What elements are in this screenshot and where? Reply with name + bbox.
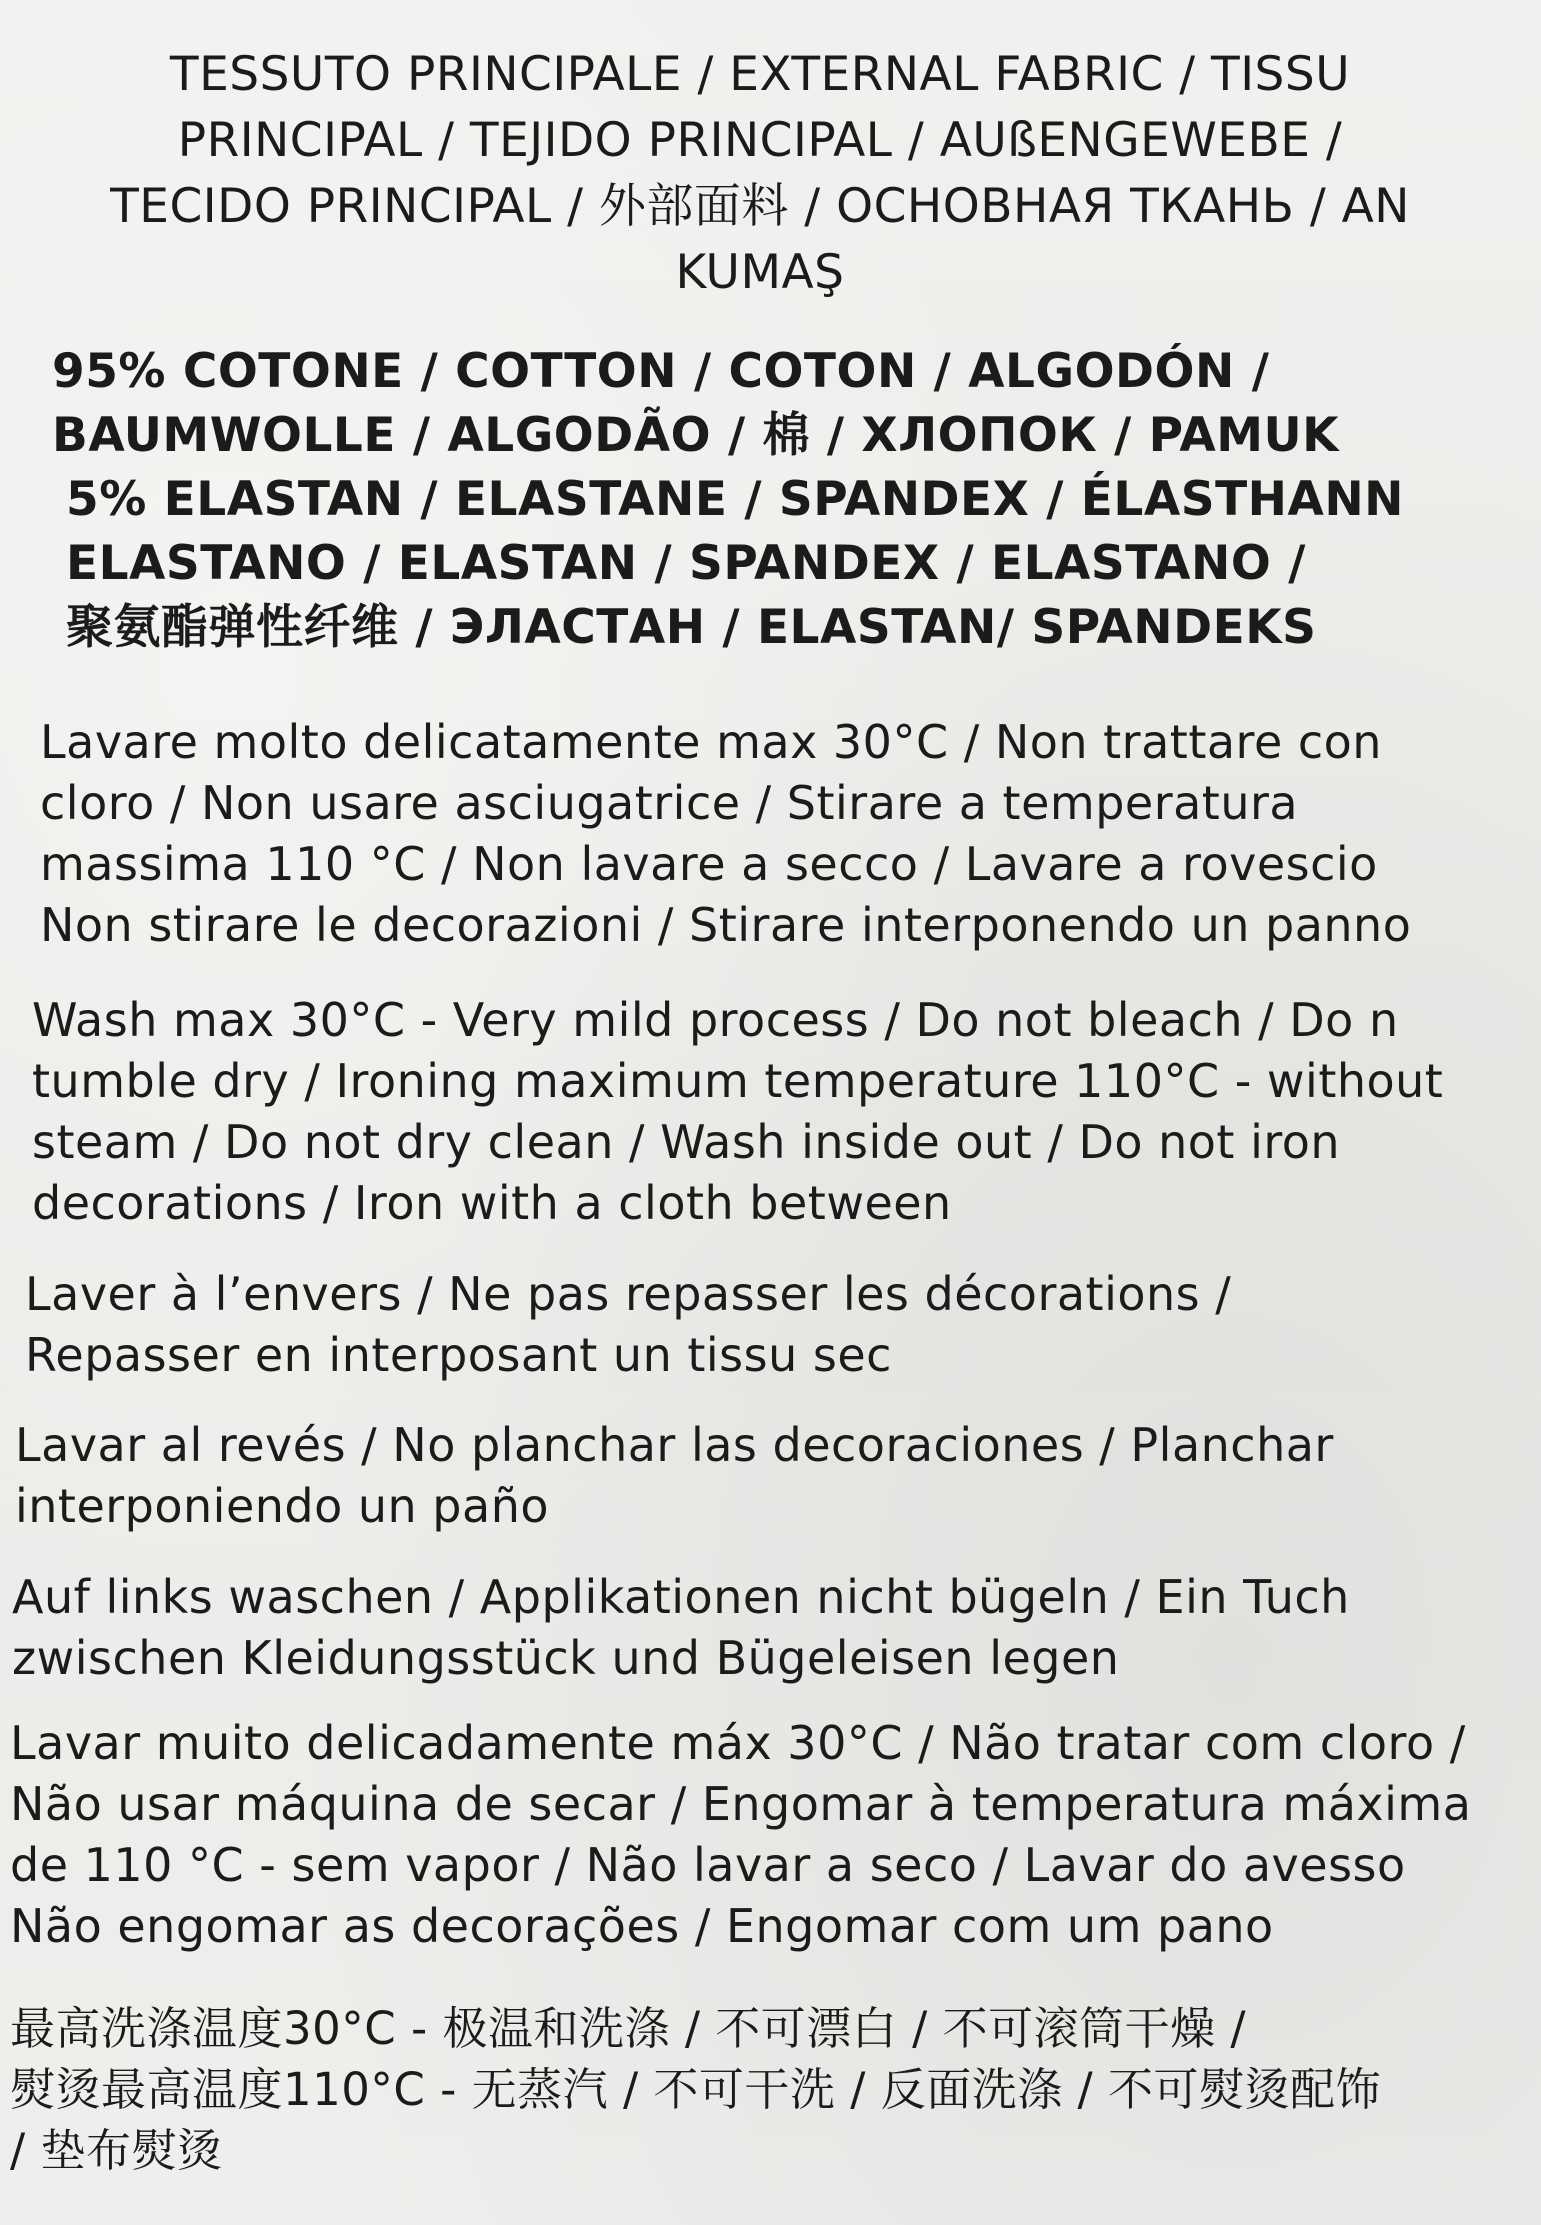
care-line: 熨烫最高温度110°C - 无蒸汽 / 不可干洗 / 反面洗涤 / 不可熨烫配饰 xyxy=(10,2063,1381,2116)
care-line: interponiendo un paño xyxy=(15,1479,549,1533)
care-line: steam / Do not dry clean / Wash inside out / Do not iron xyxy=(32,1115,1341,1169)
care-line: Não usar máquina de secar / Engomar à temperatura máxima xyxy=(10,1777,1472,1831)
heading-line: TECIDO PRINCIPAL / 外部面料 / ОСНОВНАЯ ТКАНЬ / AN xyxy=(110,179,1410,234)
care-line: Lavare molto delicatamente max 30°C / Non trattare con xyxy=(40,715,1382,769)
heading-line: KUMAŞ xyxy=(675,245,845,300)
fabric-heading xyxy=(0,42,1520,306)
composition-line: 5% ELASTAN / ELASTANE / SPANDEX / ÉLASTHANN xyxy=(66,472,1405,527)
care-line: 最高洗涤温度30°C - 极温和洗涤 / 不可漂白 / 不可滚筒干燥 / xyxy=(10,2002,1247,2055)
care-line: Lavar muito delicadamente máx 30°C / Não tratar com cloro / xyxy=(10,1716,1466,1770)
care-instructions-english xyxy=(32,990,1443,1234)
composition-line: BAUMWOLLE / ALGODÃO / 棉 / ХЛОПОК / PAMUK xyxy=(52,408,1340,463)
care-line: massima 110 °C / Non lavare a secco / Lavare a rovescio xyxy=(40,837,1378,891)
care-line: tumble dry / Ironing maximum temperature 110°C - without xyxy=(32,1054,1444,1108)
elastane-composition xyxy=(66,468,1404,660)
care-line: de 110 °C - sem vapor / Não lavar a seco / Lavar do avesso xyxy=(10,1838,1406,1892)
care-line: Auf links waschen / Applikationen nicht bügeln / Ein Tuch xyxy=(12,1570,1350,1624)
care-instructions-chinese xyxy=(10,1998,1381,2181)
care-instructions-german xyxy=(12,1567,1350,1689)
care-line: Lavar al revés / No planchar las decoraciones / Planchar xyxy=(15,1418,1334,1472)
cotton-composition xyxy=(52,340,1339,468)
care-instructions-french xyxy=(25,1264,1231,1386)
heading-line: TESSUTO PRINCIPALE / EXTERNAL FABRIC / TISSU xyxy=(169,47,1351,102)
composition-line: 聚氨酯弹性纤维 / ЭЛАСТАН / ELASTAN/ SPANDEKS xyxy=(66,600,1317,655)
care-instructions-portuguese xyxy=(10,1713,1471,1957)
heading-line: PRINCIPAL / TEJIDO PRINCIPAL / AUßENGEWEBE / xyxy=(177,113,1343,168)
care-line: Non stirare le decorazioni / Stirare interponendo un panno xyxy=(40,898,1412,952)
care-line: decorations / Iron with a cloth between xyxy=(32,1176,952,1230)
care-line: Não engomar as decorações / Engomar com um pano xyxy=(10,1899,1274,1953)
care-line: Repasser en interposant un tissu sec xyxy=(25,1328,892,1382)
composition-line: 95% COTONE / COTTON / COTON / ALGODÓN / xyxy=(52,344,1270,399)
care-line: / 垫布熨烫 xyxy=(10,2124,223,2177)
care-line: cloro / Non usare asciugatrice / Stirare a temperatura xyxy=(40,776,1299,830)
care-line: zwischen Kleidungsstück und Bügeleisen legen xyxy=(12,1631,1120,1685)
composition-line: ELASTANO / ELASTAN / SPANDEX / ELASTANO / xyxy=(66,536,1306,591)
care-line: Wash max 30°C - Very mild process / Do not bleach / Do n xyxy=(32,993,1399,1047)
care-line: Laver à l’envers / Ne pas repasser les décorations / xyxy=(25,1267,1232,1321)
care-instructions-italian xyxy=(40,712,1411,956)
care-instructions-spanish xyxy=(15,1415,1334,1537)
